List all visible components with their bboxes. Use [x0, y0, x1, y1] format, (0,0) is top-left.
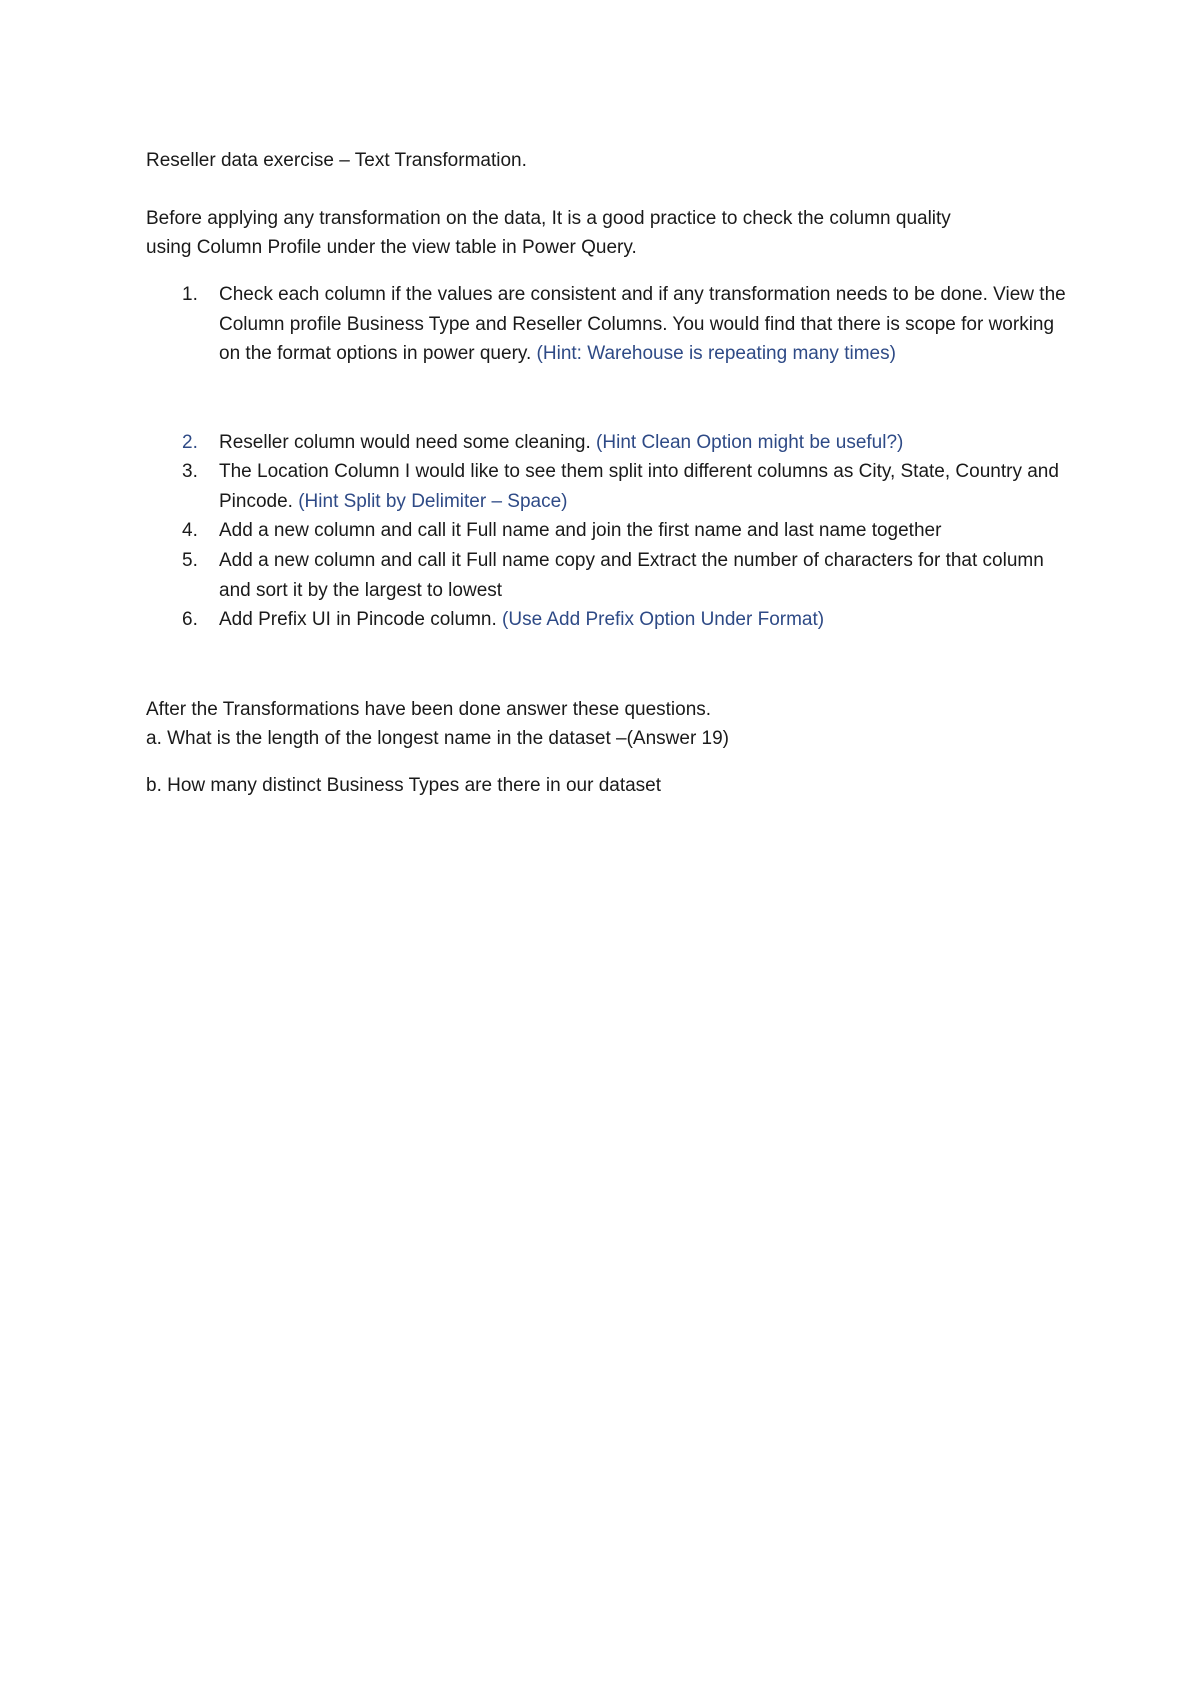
list-item-3 — [146, 457, 1066, 516]
list-item-hint: (Use Add Prefix Option Under Format) — [502, 609, 825, 630]
list-item-4 — [146, 516, 1066, 546]
list-item-1 — [146, 280, 1066, 369]
list-item-5 — [146, 546, 1066, 605]
list-item-number: 1. — [182, 284, 198, 305]
list-item-2 — [146, 428, 1066, 458]
list-item-text: Reseller column would need some cleaning. — [219, 432, 597, 453]
list-item-hint: (Hint Clean Option might be useful?) — [596, 432, 904, 453]
after-transformations-text: After the Transformations have been done answer these questions. — [146, 699, 712, 720]
list-item-number: 6. — [182, 609, 198, 630]
list-item-6 — [146, 605, 1066, 635]
list-item-hint: (Hint: Warehouse is repeating many times) — [536, 343, 896, 364]
question-a: a. What is the length of the longest name in the dataset –(Answer 19) — [146, 728, 730, 749]
list-item-number: 2. — [182, 432, 198, 453]
document-title: Reseller data exercise – Text Transformation. — [146, 150, 527, 171]
list-item-number: 5. — [182, 550, 198, 571]
list-item-text: Add a new column and call it Full name and join the first name and last name together — [219, 520, 942, 541]
list-item-text: Add a new column and call it Full name copy and Extract the number of characters for that column and sort it by the largest to lowest — [219, 550, 1044, 601]
question-b: b. How many distinct Business Types are there in our dataset — [146, 775, 662, 796]
list-item-number: 4. — [182, 520, 198, 541]
list-item-text: Add Prefix UI in Pincode column. — [219, 609, 503, 630]
intro-line-1: Before applying any transformation on the data, It is a good practice to check the column quality — [146, 208, 951, 229]
list-item-number: 3. — [182, 461, 198, 482]
list-item-hint: (Hint Split by Delimiter – Space) — [298, 490, 568, 512]
list-item-text: Check each column if the values are consistent and if any transformation needs to be done. View the Column profile Business Type and Reseller Columns. You would find that there is scope for working on the format options in power query. — [219, 284, 1066, 364]
intro-line-2: using Column Profile under the view table in Power Query. — [146, 237, 637, 258]
list-item-text: The Location Column I would like to see them split into different columns as City, State, Country and Pincode. — [219, 461, 1059, 512]
